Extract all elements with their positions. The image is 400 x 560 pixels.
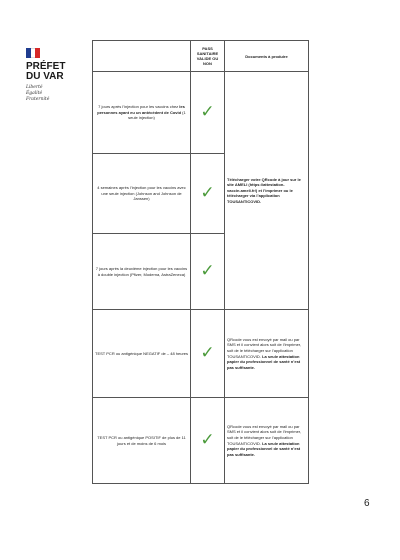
table-row xyxy=(93,398,309,484)
header-pass: PASS SANITAIRE VALIDE OU NON xyxy=(191,41,225,72)
pass-sanitaire-table xyxy=(92,40,309,484)
republic-motto xyxy=(26,85,86,103)
table-row xyxy=(93,72,309,154)
pass-cell xyxy=(191,234,225,310)
page-number: 6 xyxy=(364,498,370,509)
condition-cell: 4 semaines après l’injection pour les vaccins avec une seule injection (Johnson and Johnson de Janssen) xyxy=(93,154,191,234)
docs-vaccine-cell: Télécharger votre QRcode à jour sur le site AMELI (https://attestation-vaccin.ameli.fr/) et l’imprimer ou le télécharger via l’application TOUSANTICOVID. xyxy=(225,72,309,310)
prefet-logo xyxy=(26,48,86,103)
pass-cell xyxy=(191,398,225,484)
condition-cell: TEST PCR ou antigénique POSITIF de plus de 11 jours et de moins de 6 mois xyxy=(93,398,191,484)
pass-cell xyxy=(191,72,225,154)
check-icon: ✓ xyxy=(200,343,215,363)
condition-cell: 7 jours après la deuxième injection pour les vaccins à double injection (Pfizer, Moderna, AstraZeneca) xyxy=(93,234,191,310)
header-docs: Documents à produire xyxy=(225,41,309,72)
header-condition xyxy=(93,41,191,72)
condition-cell: 7 jours après l’injection pour les vaccins chez les personnes ayant eu un antécédent de Covid (1 seule injection) xyxy=(93,72,191,154)
motto-fraternite: Fraternité xyxy=(26,97,50,102)
header-row xyxy=(93,41,309,72)
table-row xyxy=(93,310,309,398)
prefet-title-line2: DU VAR xyxy=(26,71,64,82)
check-icon: ✓ xyxy=(200,183,215,203)
french-flag-icon xyxy=(26,48,40,58)
condition-cell: TEST PCR ou antigénique NEGATIF de – 48 heures xyxy=(93,310,191,398)
docs-test-cell: QRcode vous est envoyé par mail ou par SMS et il convient alors soit de l’imprimer, soit de le télécharger sur l’application TOUSANTICOVID. La seule attestation papier du professionnel de santé n’est pas suffisante. xyxy=(225,398,309,484)
docs-test-cell: QRcode vous est envoyé par mail ou par SMS et il convient alors soit de l’imprimer, soit de le télécharger sur l’application TOUSANTICOVID. La seule attestation papier du professionnel de santé n’est pas suffisante. xyxy=(225,310,309,398)
check-icon: ✓ xyxy=(200,102,215,122)
pass-cell xyxy=(191,310,225,398)
check-icon: ✓ xyxy=(200,261,215,281)
check-icon: ✓ xyxy=(200,430,215,450)
motto-egalite: Égalité xyxy=(26,91,43,96)
pass-cell xyxy=(191,154,225,234)
prefet-title-line1: PRÉFET xyxy=(26,61,66,72)
motto-liberte: Liberté xyxy=(26,85,43,90)
